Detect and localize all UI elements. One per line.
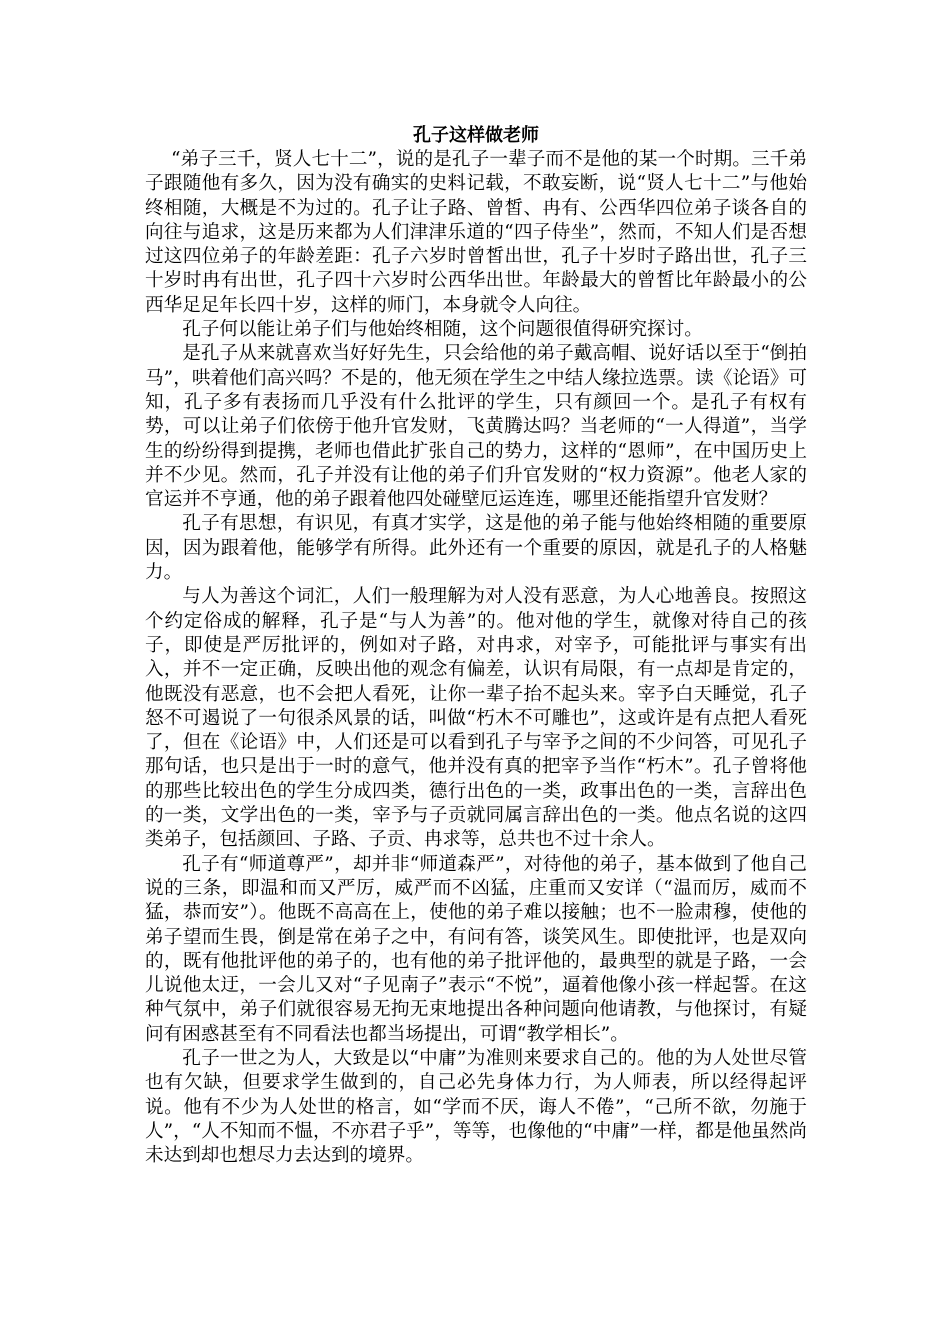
paragraph-2: 孔子何以能让弟子们与他始终相随，这个问题很值得研究探讨。 [182,319,703,341]
paragraph-6: 孔子有“师道尊严”，却并非“师道森严”，对待他的弟子，基本做到了他自己说的三条，即温和而又严厉，威严而不凶猛，庄重而又安详（“温而厉，威而不猛，恭而安”）。他既不高高在上，使他的弟子难以接触；也不一脸肃穆，使他的弟子望而生畏，倒是常在弟子之中，有问有答，谈笑风生。即使批评，也是双向的，既有他批评他的弟子的，也有他的弟子批评他的，最典型的就是子路，一会儿说他太迂，一会儿又对“子见南子”表示“不悦”，逼着他像小孩一样起誓。在这种气氛中，弟子们就很容易无拘无束地提出各种问题向他请教，与他探讨，有疑问有困惑甚至有不同看法也都当场提出，可谓“教学相长”。 [145,853,807,1045]
paragraph-4: 孔子有思想，有识见，有真才实学，这是他的弟子能与他始终相随的重要原因，因为跟着他，能够学有所得。此外还有一个重要的原因，就是孔子的人格魅力。 [145,513,807,584]
document-page [145,124,807,1168]
paragraph-5: 与人为善这个词汇，人们一般理解为对人没有恶意，为人心地善良。按照这个约定俗成的解释，孔子是“与人为善”的。他对他的学生，就像对待自己的孩子，即使是严厉批评的，例如对子路，对冉求，对宰予，可能批评与事实有出入，并不一定正确，反映出他的观念有偏差，认识有局限，有一点却是肯定的，他既没有恶意，也不会把人看死，让你一辈子抬不起头来。宰予白天睡觉，孔子怒不可遏说了一句很杀风景的话，叫做“朽木不可雕也”，这或许是有点把人看死了，但在《论语》中，人们还是可以看到孔子与宰予之间的不少问答，可见孔子那句话，也只是出于一时的意气，他并没有真的把宰予当作“朽木”。孔子曾将他的那些比较出色的学生分成四类，德行出色的一类，政事出色的一类，言辞出色的一类，文学出色的一类，宰予与子贡就同属言辞出色的一类。他点名说的这四类弟子，包括颜回、子路、子贡、冉求等，总共也不过十余人。 [145,586,807,851]
paragraph-3: 是孔子从来就喜欢当好好先生，只会给他的弟子戴高帽、说好话以至于“倒拍马”，哄着他们高兴吗？不是的，他无须在学生之中结人缘拉选票。读《论语》可知，孔子多有表扬而几乎没有什么批评的学生，只有颜回一个。是孔子有权有势，可以让弟子们依傍于他升官发财，飞黄腾达吗？当老师的“一人得道”，当学生的纷纷得到提携，老师也借此扩张自己的势力，这样的“恩师”，在中国历史上并不少见。然而，孔子并没有让他的弟子们升官发财的“权力资源”。他老人家的官运并不亨通，他的弟子跟着他四处碰壁厄运连连，哪里还能指望升官发财？ [145,343,807,511]
paragraph-1: “弟子三千，贤人七十二”，说的是孔子一辈子而不是他的某一个时期。三千弟子跟随他有多久，因为没有确实的史料记载，不敢妄断，说“贤人七十二”与他始终相随，大概是不为过的。孔子让子路、曾皙、冉有、公西华四位弟子谈各自的向往与追求，这是历来都为人们津津乐道的“四子侍坐”，然而，不知人们是否想过这四位弟子的年龄差距：孔子六岁时曾皙出世，孔子十岁时子路出世，孔子三十岁时冉有出世，孔子四十六岁时公西华出世。年龄最大的曾皙比年龄最小的公西华足足年长四十岁，这样的师门，本身就令人向往。 [145,149,807,316]
paragraph-7: 孔子一世之为人，大致是以“中庸”为准则来要求自己的。他的为人处世尽管也有欠缺，但要求学生做到的，自己必先身体力行，为人师表，所以经得起评说。他有不少为人处世的格言，如“学而不厌，诲人不倦”，“己所不欲，勿施于人”，“人不知而不愠，不亦君子乎”，等等，也像他的“中庸”一样，都是他虽然尚未达到却也想尽力去达到的境界。 [145,1047,807,1167]
document-title: 孔子这样做老师 [413,125,539,146]
